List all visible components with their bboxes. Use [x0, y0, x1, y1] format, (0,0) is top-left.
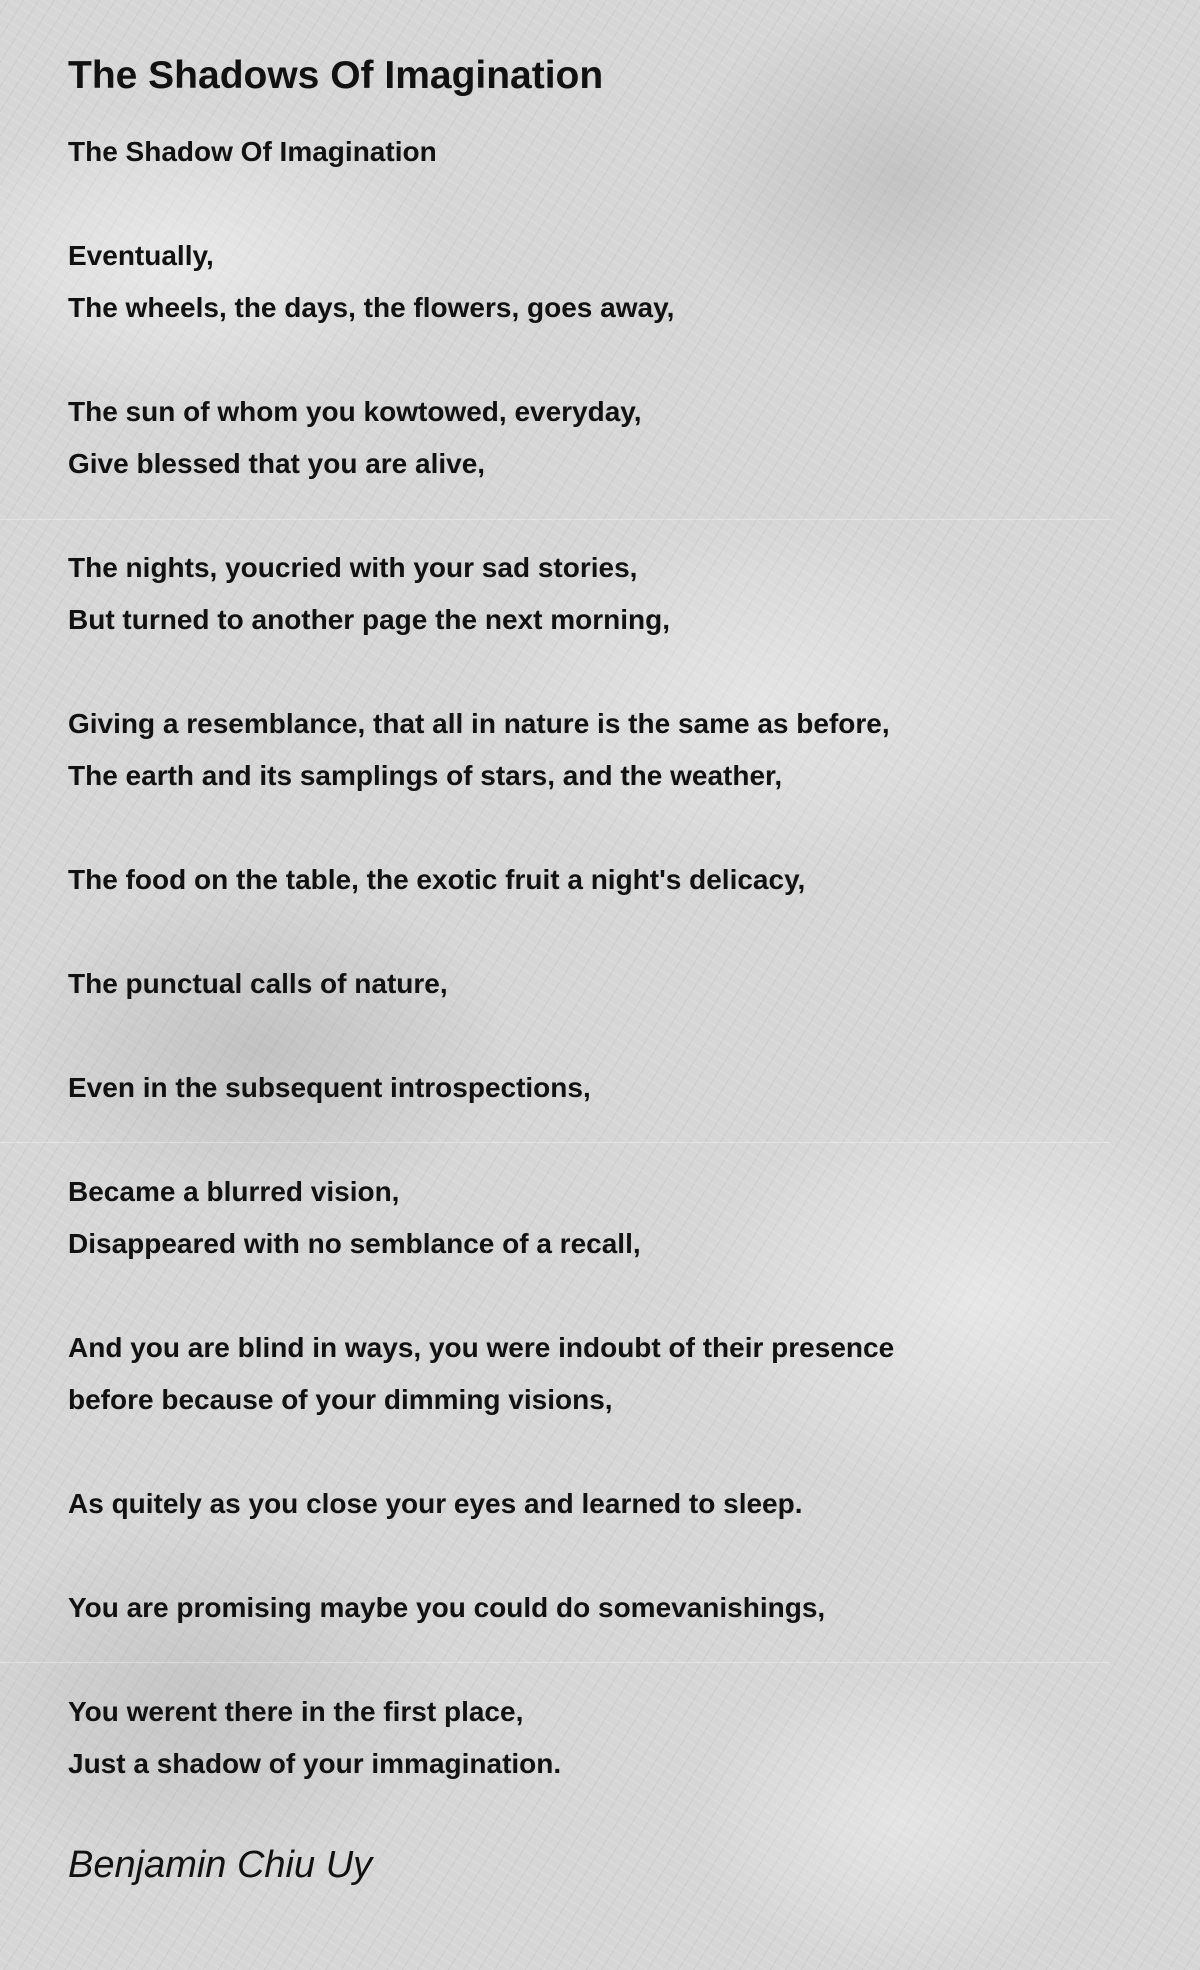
stanza-break	[68, 334, 1148, 386]
poem-line: Became a blurred vision,	[68, 1176, 400, 1207]
stanza-break	[68, 802, 1148, 854]
poem-line: The sun of whom you kowtowed, everyday,	[68, 396, 642, 427]
stanza-break	[68, 1270, 1148, 1322]
poem-line: As quitely as you close your eyes and learned to sleep.	[68, 1488, 803, 1519]
poem-line: The wheels, the days, the flowers, goes away,	[68, 292, 675, 323]
poem-line: But turned to another page the next morning,	[68, 604, 670, 635]
poem-body	[68, 126, 1148, 1790]
stanza-break	[68, 646, 1148, 698]
stanza-break	[68, 490, 1148, 542]
poem-line: You are promising maybe you could do somevanishings,	[68, 1592, 826, 1623]
poem-line: Eventually,	[68, 240, 214, 271]
poem-line: The punctual calls of nature,	[68, 968, 448, 999]
stanza-break	[68, 906, 1148, 958]
stanza-break	[68, 1010, 1148, 1062]
poem-line: Even in the subsequent introspections,	[68, 1072, 591, 1103]
poem-line: The nights, youcried with your sad stories,	[68, 552, 638, 583]
poem-line: The food on the table, the exotic fruit a night's delicacy,	[68, 864, 806, 895]
poem-line: Giving a resemblance, that all in nature is the same as before,	[68, 708, 890, 739]
poem-page	[68, 46, 1148, 1895]
stanza-break	[68, 178, 1148, 230]
poem-line: Just a shadow of your immagination.	[68, 1748, 562, 1779]
poem-line: before because of your dimming visions,	[68, 1384, 613, 1415]
poem-line: Give blessed that you are alive,	[68, 448, 486, 479]
poem-author: Benjamin Chiu Uy	[68, 1844, 373, 1886]
stanza-break	[68, 1114, 1148, 1166]
stanza-break	[68, 1426, 1148, 1478]
poem-line: You werent there in the first place,	[68, 1696, 524, 1727]
poem-line: Disappeared with no semblance of a recall,	[68, 1228, 641, 1259]
poem-title: The Shadows Of Imagination	[68, 54, 604, 97]
stanza-break	[68, 1634, 1148, 1686]
poem-line: The earth and its samplings of stars, and the weather,	[68, 760, 783, 791]
stanza-break	[68, 1530, 1148, 1582]
poem-line: The Shadow Of Imagination	[68, 136, 437, 167]
poem-line: And you are blind in ways, you were indoubt of their presence	[68, 1332, 895, 1363]
